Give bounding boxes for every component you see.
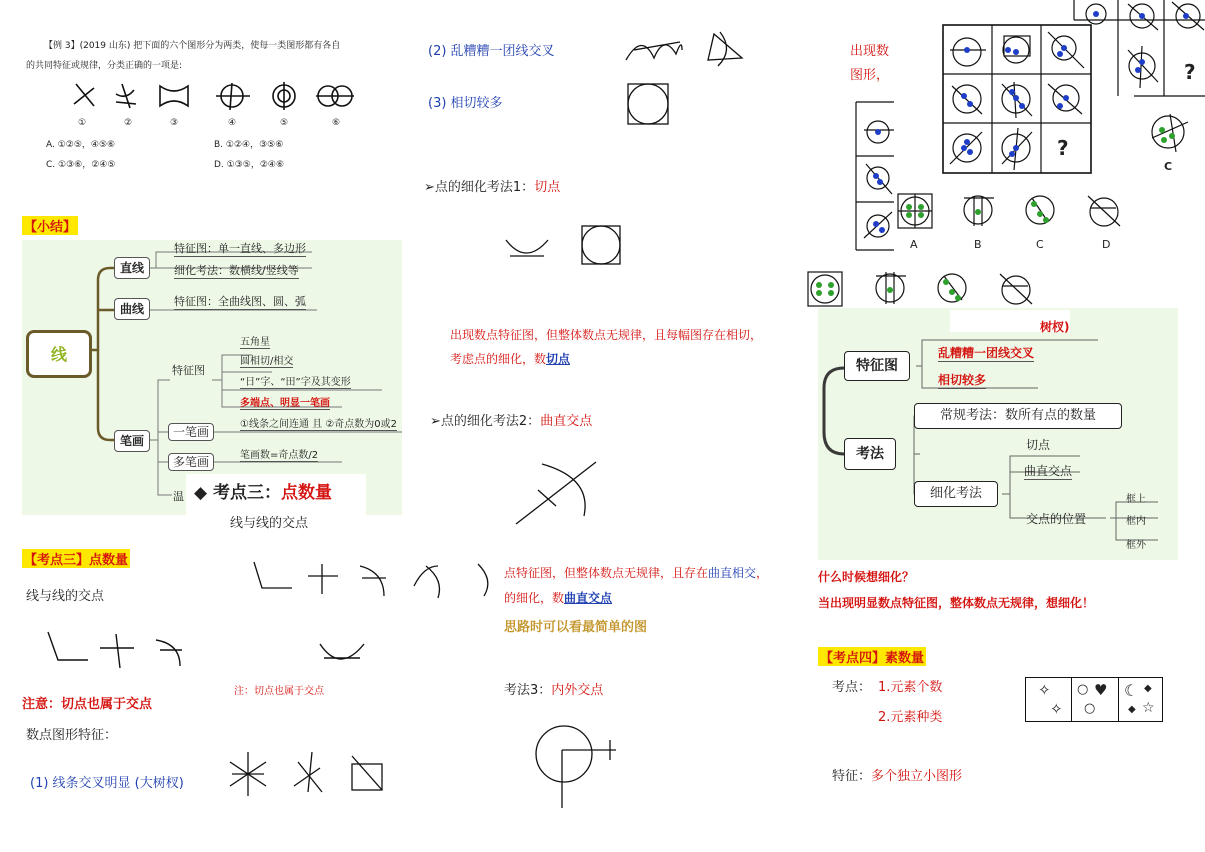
method3-figure [530, 720, 620, 810]
example-number-6: ⑥ [332, 118, 341, 128]
options-row1-b: B [974, 238, 982, 251]
tree-crossing-figures [228, 752, 388, 802]
diamond-icon-2: ◆ [1128, 704, 1136, 715]
right-mindmap-pos-out: 框外 [1126, 540, 1146, 551]
tangent-arc-example [318, 642, 368, 666]
point4-feature [832, 765, 962, 784]
options-row1-c: C [1036, 238, 1044, 251]
method1-marker: ➢ [424, 180, 435, 195]
side-figure-strip [854, 102, 898, 252]
method3-prefix: 考法3： [504, 683, 552, 698]
mindmap-stroke-feature: 特征图 [172, 364, 205, 377]
method2-link[interactable]: 曲直交点 [564, 591, 613, 605]
method1-title [424, 176, 560, 195]
point3-title [194, 478, 332, 503]
example-number-5: ⑤ [280, 118, 289, 128]
method1-figures [502, 224, 662, 274]
example-option-c: C. ①③⑥，②④⑤ [46, 160, 116, 170]
point3-feature3: (3) 相切较多 [428, 96, 503, 111]
point3-intro: 线与线的交点 [26, 589, 105, 604]
star-icon: ☆ [1142, 700, 1155, 716]
mindmap-node-straight: 直线 [114, 257, 150, 279]
mindmap-straight-feature: 特征图：单一直线、多边形 [174, 242, 306, 255]
right-mindmap-refine-curve: 曲直交点 [1024, 464, 1073, 478]
options-row1-a: A [910, 238, 918, 251]
method3-name: 内外交点 [551, 683, 604, 698]
mindmap-more: 温 [173, 490, 184, 503]
method2-title [430, 410, 592, 429]
sparkle-icon: ✧ [1038, 681, 1051, 699]
point3-title-marker: ◆ [194, 483, 208, 503]
mindmap-root-line: 线 [26, 330, 92, 378]
puzzle-question-mark-right: ? [1184, 60, 1196, 84]
mindmap-straight-refine: 细化考法：数横线/竖线等 [174, 264, 299, 277]
right-mindmap-feature: 特征图 [844, 351, 910, 381]
point4-label: 考点： [832, 680, 872, 695]
method2-figure [512, 458, 602, 528]
point3-features-label: 数点图形特征： [26, 728, 118, 743]
mindmap-feature-endpoints: 多端点、明显一笔画 [240, 394, 330, 410]
point4-header: 【考点四】素数量 [818, 647, 926, 666]
method2-desc2-text: 的细化，数 [504, 591, 565, 605]
right-mindmap-feature-leaf1: 乱糟糟一团线交叉 [938, 346, 1035, 360]
when-refine-question: 什么时候想细化？ [818, 570, 915, 584]
point4-item1: 1.元素个数 [878, 680, 943, 695]
example-option-d: D. ①③⑤，②④⑥ [214, 160, 285, 170]
options-row1-d: D [1102, 238, 1111, 251]
point3-title-name: 点数量 [281, 483, 332, 503]
mindmap-feature-circle: 圆相切/相交 [240, 352, 293, 368]
heart-icon: ♥ [1094, 681, 1108, 699]
point3-feature2: (2) 乱糟糟一团线交叉 [428, 44, 555, 59]
example-figures [60, 78, 360, 118]
summary-header: 【小结】 [22, 216, 78, 235]
method2-name: 曲直交点 [540, 414, 593, 429]
example-question-line2: 的共同特征或规律，分类正确的一项是: [26, 61, 183, 71]
example-number-3: ③ [170, 118, 179, 128]
right-mindmap-refine-position: 交点的位置 [1026, 512, 1087, 526]
right-mindmap-refine-tangent: 切点 [1026, 438, 1051, 452]
method1-desc2 [450, 350, 570, 367]
circle-icon: ○ [1077, 682, 1089, 697]
intersection-examples [40, 630, 200, 680]
right-mindmap-normal: 常规考法：数所有点的数量 [914, 403, 1122, 429]
mindmap-multi-stroke: 多笔画 [168, 453, 214, 471]
method2-prefix: 点的细化考法2： [440, 414, 541, 429]
point4-item2: 2.元素种类 [878, 710, 943, 725]
method1-prefix: 点的细化考法1： [434, 180, 535, 195]
method2-desc1-text: 点特征图，但整体数点无规律，且存在 [504, 566, 709, 580]
method1-name: 切点 [534, 180, 561, 195]
puzzle-grid [942, 24, 1092, 174]
mindmap-one-stroke: 一笔画 [168, 423, 214, 441]
example-question-line1: 【例 3】(2019 山东) 把下面的六个图形分为两类，使每一类图形都有各自 [44, 41, 341, 51]
option-c-label-large: C [1164, 160, 1173, 173]
right-mindmap-refine: 细化考法 [914, 481, 998, 507]
element-table [1025, 677, 1163, 722]
options-row-1 [894, 192, 1134, 236]
method2-desc1 [504, 564, 768, 581]
puzzle-question-mark: ? [1057, 136, 1069, 160]
tangent-square-circle [626, 82, 670, 126]
example-number-4: ④ [228, 118, 237, 128]
example-option-b: B. ①②④，③⑤⑥ [214, 140, 284, 150]
mindmap-one-stroke-rule: ①线条之间连通 且 ②奇点数为0或2 [240, 415, 397, 431]
right-mindmap-feature-leaf2: 相切较多 [938, 373, 987, 387]
right-mindmap-pos-in: 框内 [1126, 516, 1146, 527]
method2-crossing-row [248, 560, 508, 600]
puzzle-grid-right [1072, 0, 1205, 100]
method1-link[interactable]: 切点 [546, 352, 571, 366]
point3-title-prefix: 考点三： [213, 483, 281, 503]
right-mindmap-method: 考法 [844, 438, 896, 470]
method3-title [504, 679, 603, 698]
element-table-divider-2 [1118, 678, 1119, 721]
when-refine-answer: 当出现明显数点特征图，整体数点无规律，想细化！ [818, 596, 1095, 610]
method1-desc1: 出现数点特征图，但整体数点无规律，且每幅图存在相切， [450, 328, 763, 342]
right-partial1: 出现数 [850, 44, 890, 59]
element-table-divider-1 [1071, 678, 1072, 721]
method2-tip: 思路时可以看最简单的图 [504, 620, 648, 635]
point3-header: 【考点三】点数量 [22, 549, 130, 568]
method2-marker: ➢ [430, 414, 441, 429]
sparkle-icon-2: ✧ [1050, 700, 1063, 718]
mindmap-feature-ri-tian: “日”字、“田”字及其变形 [240, 373, 351, 389]
right-mindmap-cut: 树杈) [1040, 320, 1070, 334]
method1-desc2-text: 考虑点的细化，数 [450, 352, 547, 366]
method2-desc2 [504, 589, 612, 606]
method2-desc1-end: ， [756, 566, 769, 580]
right-partial2: 图形， [850, 68, 890, 83]
mindmap-feature-star: 五角星 [240, 333, 270, 349]
point3-note-bold: 注意：切点也属于交点 [22, 697, 153, 712]
method2-desc1-blue: 曲直相交 [708, 566, 757, 580]
point3-feature1: (1) 线条交叉明显 (大树杈) [30, 776, 184, 791]
point4-feature-value: 多个独立小图形 [871, 769, 963, 784]
mindmap-node-stroke: 笔画 [114, 430, 150, 452]
mindmap-curve-feature: 特征图：全曲线图、圆、弧 [174, 295, 306, 308]
moon-icon: ☾ [1124, 681, 1139, 700]
mindmap-multi-stroke-rule: 笔画数=奇点数/2 [240, 446, 318, 462]
mindmap-node-curve: 曲线 [114, 298, 150, 320]
example-number-2: ② [124, 118, 133, 128]
diamond-icon: ◆ [1144, 683, 1152, 694]
point4-feature-label: 特征： [832, 769, 872, 784]
circle-icon-2: ○ [1084, 701, 1096, 716]
point3-note-small: 注：切点也属于交点 [234, 686, 324, 697]
tangle-figures [624, 30, 754, 70]
example-number-1: ① [78, 118, 87, 128]
point3-title-subtitle: 线与线的交点 [230, 516, 309, 531]
example-option-a: A. ①②⑤，④⑤⑥ [46, 140, 116, 150]
right-mindmap-pos-on: 框上 [1126, 494, 1146, 505]
option-c-figure-large [1150, 112, 1194, 162]
